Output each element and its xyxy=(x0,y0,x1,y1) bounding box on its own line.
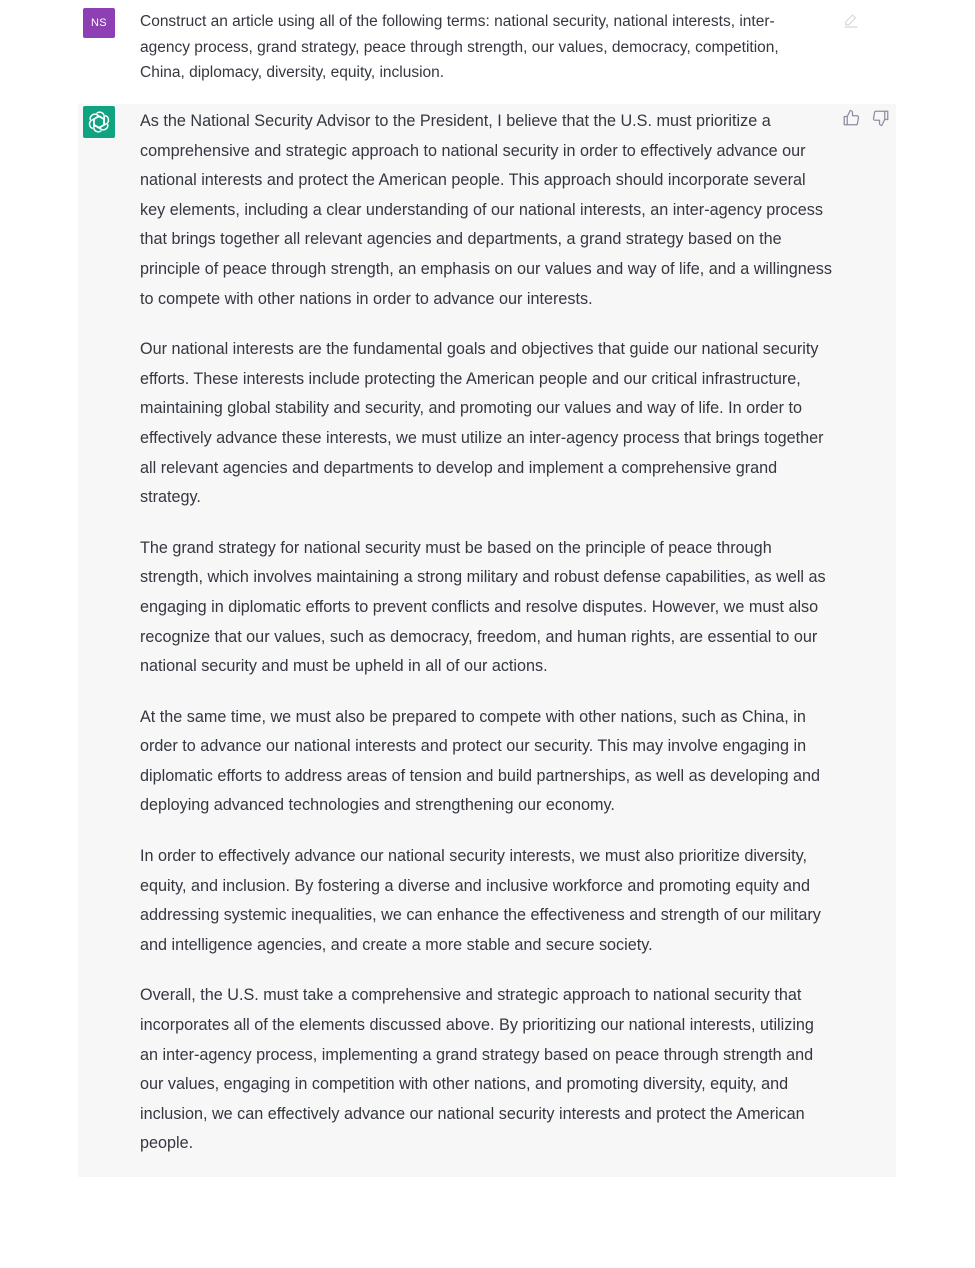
response-paragraph: As the National Security Advisor to the President, I believe that the U.S. must prioritize a comprehensive and strategic approach to national security in order to effectively advance our national interests and protect the American people. This approach should incorporate several key elements, including a clear understanding of our national interests, an inter-agency process that brings together all relevant agencies and departments, a grand strategy based on the principle of peace through strength, an emphasis on our values and way of life, and a willingness to compete with other nations in order to advance our interests. xyxy=(140,112,832,308)
assistant-avatar xyxy=(83,106,115,138)
response-paragraph: Our national interests are the fundamental goals and objectives that guide our national security efforts. These interests include protecting the American people and our critical infrastructure, maintaining global stability and security, and promoting our values and way of life. In order to effectively advance these interests, we must utilize an inter-agency process that brings together all relevant agencies and departments to develop and implement a comprehensive grand strategy. xyxy=(140,340,824,507)
thumbs-down-icon[interactable] xyxy=(872,109,892,129)
feedback-buttons xyxy=(842,109,892,129)
user-avatar: NS xyxy=(83,8,115,38)
response-paragraph: Overall, the U.S. must take a comprehensive and strategic approach to national security that incorporates all of the elements discussed above. By prioritizing our national interests, utilizing an inter-agency process, implementing a grand strategy based on peace through strength and our values, engaging in competition with other nations, and promoting diversity, equity, and inclusion, we can effectively advance our national security interests and protect the American people. xyxy=(140,986,814,1153)
response-paragraph: In order to effectively advance our national security interests, we must also prioritize diversity, equity, and inclusion. By fostering a diverse and inclusive workforce and promoting equity and addressing systemic inequalities, we can enhance the effectiveness and strength of our military and intelligence agencies, and create a more stable and secure society. xyxy=(140,847,821,954)
user-message xyxy=(78,0,896,100)
openai-logo-icon xyxy=(87,110,111,134)
assistant-message xyxy=(78,104,896,1177)
user-prompt-text: Construct an article using all of the following terms: national security, national interests, inter-agency process, grand strategy, peace through strength, our values, democracy, competition, China, diplomacy, diversity, equity, inclusion. xyxy=(140,13,779,81)
thumbs-up-icon[interactable] xyxy=(842,109,862,129)
edit-icon[interactable] xyxy=(842,12,860,30)
response-paragraph: The grand strategy for national security must be based on the principle of peace through strength, which involves maintaining a strong military and robust defense capabilities, as well as engaging in diplomatic efforts to prevent conflicts and resolve disputes. However, we must also recognize that our values, such as democracy, freedom, and human rights, are essential to our national security and must be upheld in all of our actions. xyxy=(140,538,826,676)
response-paragraph: At the same time, we must also be prepared to compete with other nations, such as China, in order to advance our national interests and protect our security. This may involve engaging in diplomatic efforts to address areas of tension and build partnerships, as well as developing and deploying advanced technologies and strengthening our economy. xyxy=(140,707,820,815)
assistant-response-text xyxy=(140,107,832,1180)
